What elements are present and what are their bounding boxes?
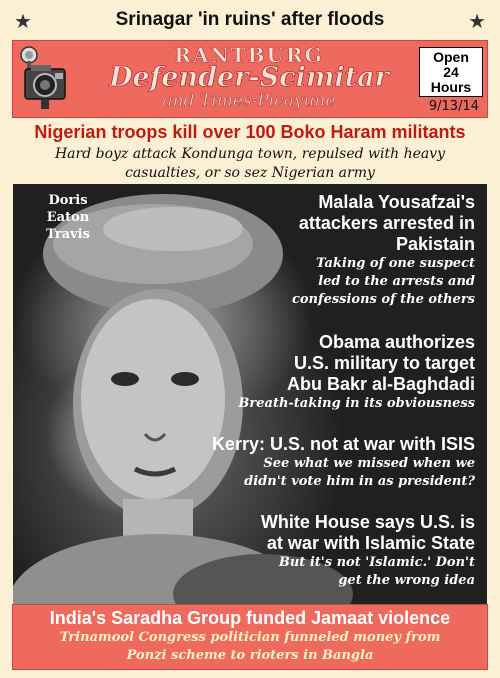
caption-line: Doris [48,193,88,208]
masthead-line2: Defender-Scimitar [109,62,389,93]
story-subheadline: Taking of one suspect [316,256,475,271]
masthead-date: 9/13/14 [428,99,479,114]
lead-subheadline: Hard boyz attack Kondunga town, repulsed with heavy casualties, or so sez Nigerian army [54,146,446,181]
camera-icon [17,45,75,113]
story-malala[interactable] [292,192,475,309]
story-obama[interactable] [238,332,475,413]
story-kerry[interactable] [212,434,475,491]
story-headline: U.S. military to target [293,353,475,373]
story-headline: Kerry: U.S. not at war with ISIS [211,434,475,454]
story-subheadline: But it's not 'Islamic.' Don't [278,555,475,570]
open-hours-label: Hours [430,79,472,95]
open-label: Open [433,49,469,65]
story-white-house[interactable] [261,512,475,590]
open-hours-badge [419,47,483,97]
bottom-story[interactable] [12,604,488,670]
story-subheadline: Breath-taking in its obviousness [238,396,475,411]
star-icon: ★ [468,9,486,33]
story-subheadline: get the wrong idea [338,573,475,588]
bottom-subheadline: Trinamool Congress politician funneled money from [59,630,441,645]
caption-line: Travis [46,227,90,242]
caption-line: Eaton [46,210,90,225]
story-headline: Pakistain [395,234,475,254]
open-hours-number: 24 [443,64,459,80]
photo-caption [23,192,113,243]
masthead[interactable] [12,40,488,118]
story-headline: Malala Yousafzai's [318,192,475,212]
story-headline: at war with Islamic State [266,533,475,553]
top-headline-link[interactable]: Srinagar 'in ruins' after floods [115,9,385,30]
masthead-line3: and Times-Picayune [162,91,336,111]
masthead-title [77,41,421,119]
story-headline: attackers arrested in [298,213,475,233]
story-subheadline: confessions of the others [291,292,475,307]
star-icon: ★ [14,9,32,33]
lead-headline-link[interactable]: Nigerian troops kill over 100 Boko Haram militants [34,122,466,142]
story-headline: Abu Bakr al-Baghdadi [286,374,475,394]
story-subheadline: led to the arrests and [318,274,475,289]
story-subheadline: See what we missed when we [263,456,475,471]
bottom-headline: India's Saradha Group funded Jamaat violence [49,608,451,628]
portrait-photo [13,184,487,604]
story-headline: Obama authorizes [318,332,475,352]
masthead-line1: RANTBURG [174,43,324,67]
story-headline: White House says U.S. is [260,512,475,532]
story-subheadline: didn't vote him in as president? [244,474,475,489]
bottom-subheadline: Ponzi scheme to rioters in Bangla [126,648,374,663]
top-banner [0,0,500,40]
